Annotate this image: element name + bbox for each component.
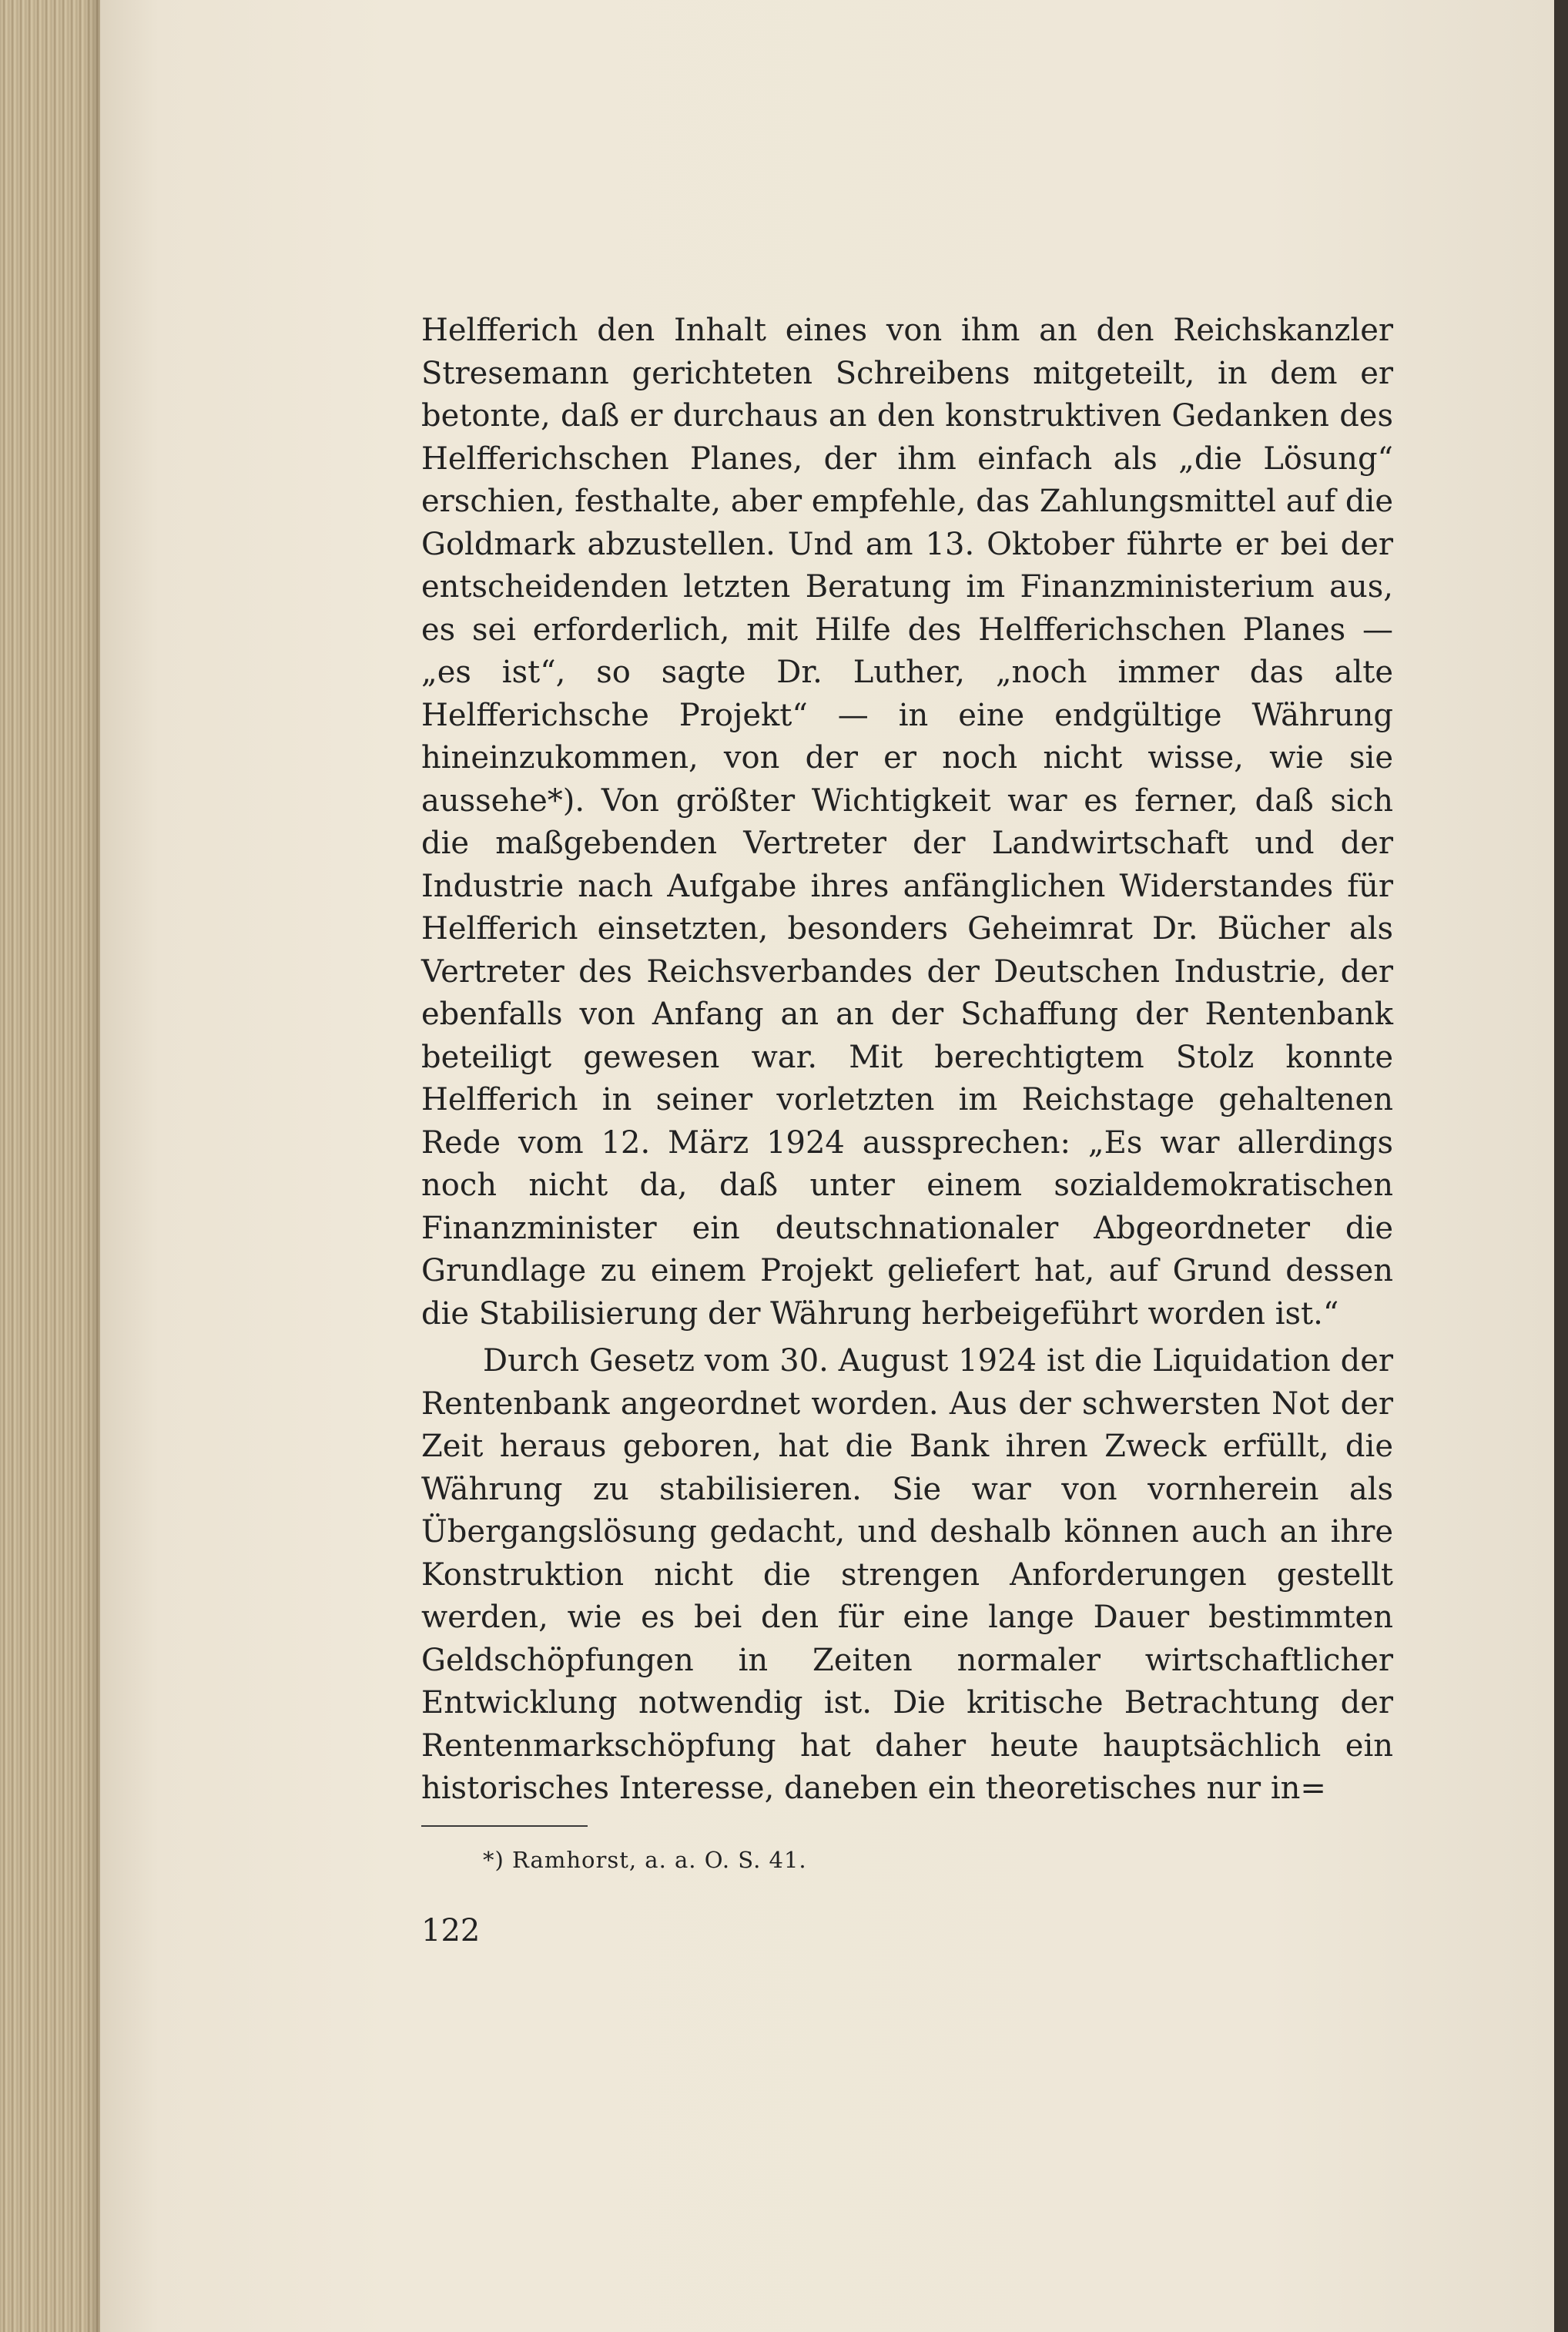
page-stack-edge	[0, 0, 108, 2332]
page-number: 122	[421, 1913, 481, 1948]
footnote-divider	[421, 1825, 588, 1827]
paragraph-2: Durch Gesetz vom 30. August 1924 ist die Liquidation der Rentenbank angeordnet worden. Aus der schwersten Not der Zeit heraus geboren, hat die Bank ihren Zweck erfüllt, die Währung zu stabilisieren. Sie war von vornherein als Übergangslösung gedacht, und deshalb können auch an ihre Konstruktion nicht die strengen Anforderungen gestellt werden, wie es bei den für eine lange Dauer bestimmten Geldschöpfungen in Zeiten normaler wirtschaftlicher Entwicklung notwendig ist. Die kritische Betrachtung der Rentenmarkschöpfung hat daher heute hauptsächlich ein historisches Interesse, daneben ein theoretisches nur in=	[421, 1343, 1393, 1806]
body-text	[421, 310, 1393, 1811]
binding-edge	[1554, 0, 1568, 2332]
paragraph-1: Helfferich den Inhalt eines von ihm an den Reichskanzler Stresemann gerichteten Schreibens mitgeteilt, in dem er betonte, daß er durchaus an den konstruktiven Gedanken des Helfferichschen Planes, der ihm einfach als „die Lösung“ erschien, festhalte, aber empfehle, das Zahlungsmittel auf die Goldmark abzustellen. Und am 13. Oktober führte er bei der entscheidenden letzten Beratung im Finanzministerium aus, es sei erforderlich, mit Hilfe des Helfferichschen Planes — „es ist“, so sagte Dr. Luther, „noch immer das alte Helfferichsche Projekt“ — in eine endgültige Währung hineinzukommen, von der er noch nicht wisse, wie sie aussehe*). Von größter Wichtigkeit war es ferner, daß sich die maßgebenden Vertreter der Landwirtschaft und der Industrie nach Aufgabe ihres anfänglichen Widerstandes für Helfferich einsetzten, besonders Geheimrat Dr. Bücher als Vertreter des Reichsverbandes der Deutschen Industrie, der ebenfalls von Anfang an an der Schaffung der Rentenbank beteiligt gewesen war. Mit berechtigtem Stolz konnte Helfferich in seiner vorletzten im Reichstage gehaltenen Rede vom 12. März 1924 aussprechen: „Es war allerdings noch nicht da, daß unter einem sozialdemokratischen Finanzminister ein deutschnationaler Abgeordneter die Grundlage zu einem Projekt geliefert hat, auf Grund dessen die Stabilisierung der Währung herbeigeführt worden ist.“	[421, 313, 1393, 1332]
footnote: *) Ramhorst, a. a. O. S. 41.	[483, 1847, 807, 1873]
